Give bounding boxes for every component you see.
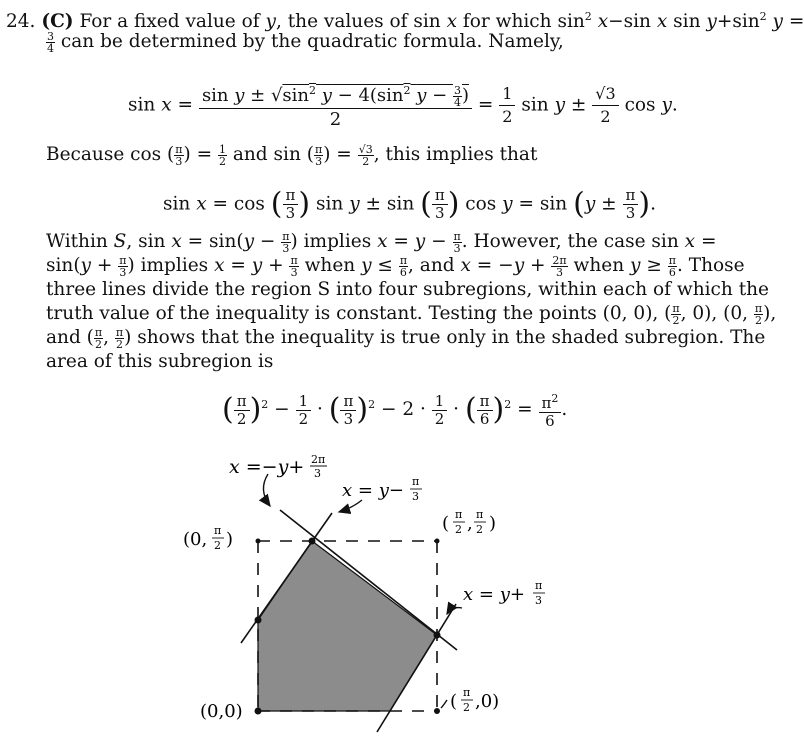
svg-text:π: π	[535, 579, 543, 592]
svg-text:π: π	[476, 508, 484, 521]
arrow-line-a	[263, 474, 270, 506]
svg-text:2: 2	[455, 523, 462, 536]
para-line-3: three lines divide the region S into four subregions, within each of which the	[46, 279, 770, 300]
svg-text:,0): ,0)	[475, 691, 500, 712]
para-line-4: truth value of the inequality is constant. Testing the points (0, 0), ( $\frac{\pi}{2}$ , 0), (0, $\frac{\pi}{2}$ ),	[46, 301, 777, 327]
problem-number: 24.	[6, 11, 36, 33]
svg-text:3: 3	[412, 490, 419, 503]
svg-text:,: ,	[467, 513, 473, 534]
svg-text:2: 2	[214, 539, 221, 552]
svg-text:π: π	[214, 524, 222, 537]
answer-choice: (C)	[41, 11, 74, 33]
svg-text:3: 3	[535, 594, 542, 607]
arrow-line-c	[447, 608, 462, 614]
svg-text:π: π	[412, 475, 420, 488]
equation-2: sin x = cos ( $\frac{\pi}{3}$ ) sin y ± sin ( $\frac{\pi}{3}$ ) cos y = sin (y ± $\frac{\pi}{3}$ ).	[163, 186, 656, 222]
label-top-right: (	[442, 513, 450, 534]
arrow-bottom-right	[441, 700, 447, 708]
label-line-a-frac-top: 2π	[311, 453, 326, 466]
svg-text:π: π	[463, 686, 471, 699]
arrow-line-b	[339, 500, 362, 512]
label-line-a: x =−y+	[229, 456, 305, 478]
label-origin: (0,0)	[200, 701, 243, 722]
svg-text:2: 2	[463, 701, 470, 714]
label-bottom-right: (	[450, 691, 458, 712]
svg-text:2: 2	[476, 523, 483, 536]
label-line-b: x = y−	[342, 480, 404, 501]
label-top-left: (0,	[183, 529, 208, 550]
problem-line-1: 24. (C) For a fixed value of y, the values of sin x for which $\sin^2 x-\sin$ x $\sin y+\sin^2$ y =	[6, 10, 804, 33]
para-line-2: sin(y + $\frac{\pi}{3}$ ) implies x = y + $\frac{\pi}{3}$ when y ≤ $\frac{\pi}{6}$ , and x = −y + $\frac{2\pi}{3}$ when y ≥ $\frac{\pi}{6}$ . Those	[46, 253, 745, 279]
svg-text:): )	[226, 529, 234, 550]
equation-1: sin x = $\sin y \pm √\sin^2$ $y - 4(\sin^2$ y − $\frac{3}{4}$ ) 2 = $\frac{1}{2}$ sin y ± $\frac{√3}{2}$ cos y.	[128, 80, 678, 131]
because-line: Because cos ( $\frac{\pi}{3}$ ) = $\frac{1}{2}$ and sin ( $\frac{\pi}{3}$ ) = $\frac{√3}{2}$ , this implies that	[46, 142, 538, 168]
shaded-subregion	[258, 541, 437, 711]
label-line-c: x = y+	[463, 584, 525, 605]
para-line-1: Within S, sin x = sin(y − $\frac{\pi}{3}$ ) implies x = y − $\frac{\pi}{3}$ . However, the case sin x =	[46, 229, 717, 255]
problem-line-2: $\frac{3}{4}$ can be determined by the quadratic formula. Namely,	[47, 29, 564, 55]
para-line-6: area of this subregion is	[46, 351, 274, 372]
para-line-5: and ( $\frac{\pi}{2}$ , $\frac{\pi}{2}$ ) shows that the inequality is true only in the shaded subregion. The	[46, 325, 766, 351]
svg-text:π: π	[455, 508, 463, 521]
svg-text:3: 3	[314, 467, 321, 480]
equation-3: ( $\frac{\pi}{2}$ )$^2$ − $\frac{1}{2}$ · ( $\frac{\pi}{3}$ )$^2$ − 2 · $\frac{1}{2}$ · ( $\frac{\pi}{6}$ )$^2$ = $\frac{\pi^2}{6}$ .	[222, 391, 568, 430]
svg-text:): )	[489, 513, 497, 534]
